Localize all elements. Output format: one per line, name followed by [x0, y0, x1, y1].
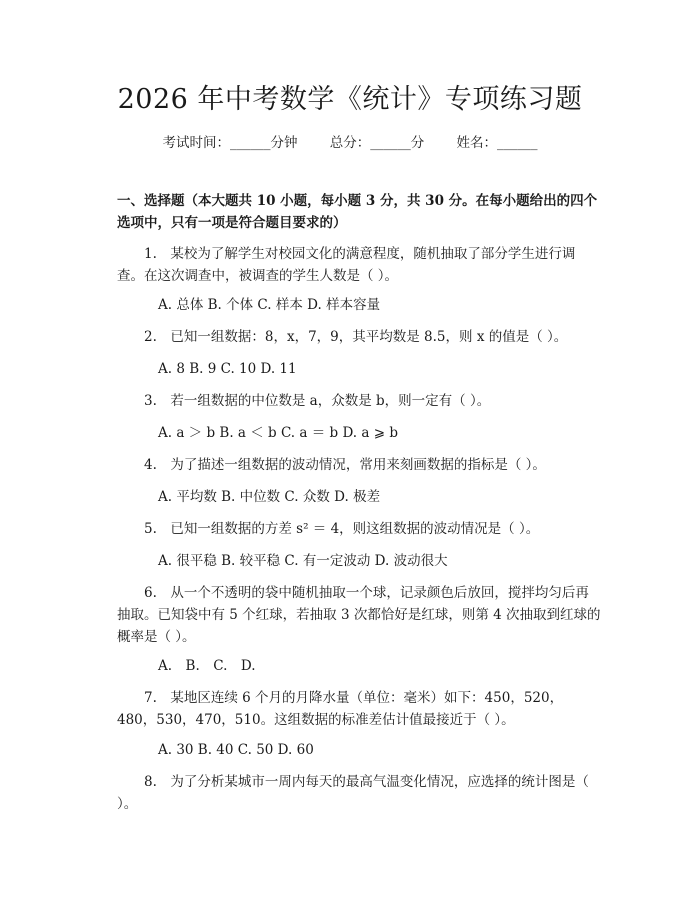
exam-time-field: 考试时间：______分钟	[162, 135, 298, 151]
question-2: 2. 已知一组数据：8，x，7，9，其平均数是 8.5，则 x 的值是（ ）。	[144, 329, 568, 345]
question-4: 4. 为了描述一组数据的波动情况，常用来刻画数据的指标是（ ）。	[144, 457, 546, 473]
question-1-options: A. 总体 B. 个体 C. 样本 D. 样本容量	[158, 297, 381, 313]
question-3: 3. 若一组数据的中位数是 a，众数是 b，则一定有（ ）。	[144, 393, 491, 409]
exam-info-line	[0, 133, 700, 153]
question-3-options: A. a ＞ b B. a ＜ b C. a ＝ b D. a ⩾ b	[158, 425, 398, 441]
question-5-options: A. 很平稳 B. 较平稳 C. 有一定波动 D. 波动很大	[158, 553, 448, 569]
question-7-options: A. 30 B. 40 C. 50 D. 60	[158, 742, 314, 758]
total-score-field: 总分：______分	[329, 135, 425, 151]
page-title: 2026 年中考数学《统计》专项练习题	[117, 84, 583, 115]
question-7: 7. 某地区连续 6 个月的月降水量（单位：毫米）如下：450，520，480，530，470，510。这组数据的标准差估计值最接近于（ ）。	[117, 690, 564, 728]
question-4-options: A. 平均数 B. 中位数 C. 众数 D. 极差	[158, 489, 381, 505]
question-5: 5. 已知一组数据的方差 s² ＝ 4，则这组数据的波动情况是（ ）。	[144, 521, 540, 537]
question-1: 1. 某校为了解学生对校园文化的满意程度，随机抽取了部分学生进行调查。在这次调查中，被调查的学生人数是（ ）。	[117, 246, 576, 284]
question-8: 8. 为了分析某城市一周内每天的最高气温变化情况，应选择的统计图是（ ）。	[117, 774, 589, 812]
student-name-field: 姓名：______	[456, 135, 538, 151]
question-2-options: A. 8 B. 9 C. 10 D. 11	[158, 361, 297, 377]
section-heading: 一、选择题（本大题共 10 小题，每小题 3 分，共 30 分。在每小题给出的四个选项中，只有一项是符合题目要求的）	[117, 193, 598, 231]
question-6-options: A. B. C. D.	[158, 658, 256, 674]
question-6: 6. 从一个不透明的袋中随机抽取一个球，记录颜色后放回，搅拌均匀后再抽取。已知袋中有 5 个红球，若抽取 3 次都恰好是红球，则第 4 次抽取到红球的概率是（ ）。	[117, 585, 601, 645]
